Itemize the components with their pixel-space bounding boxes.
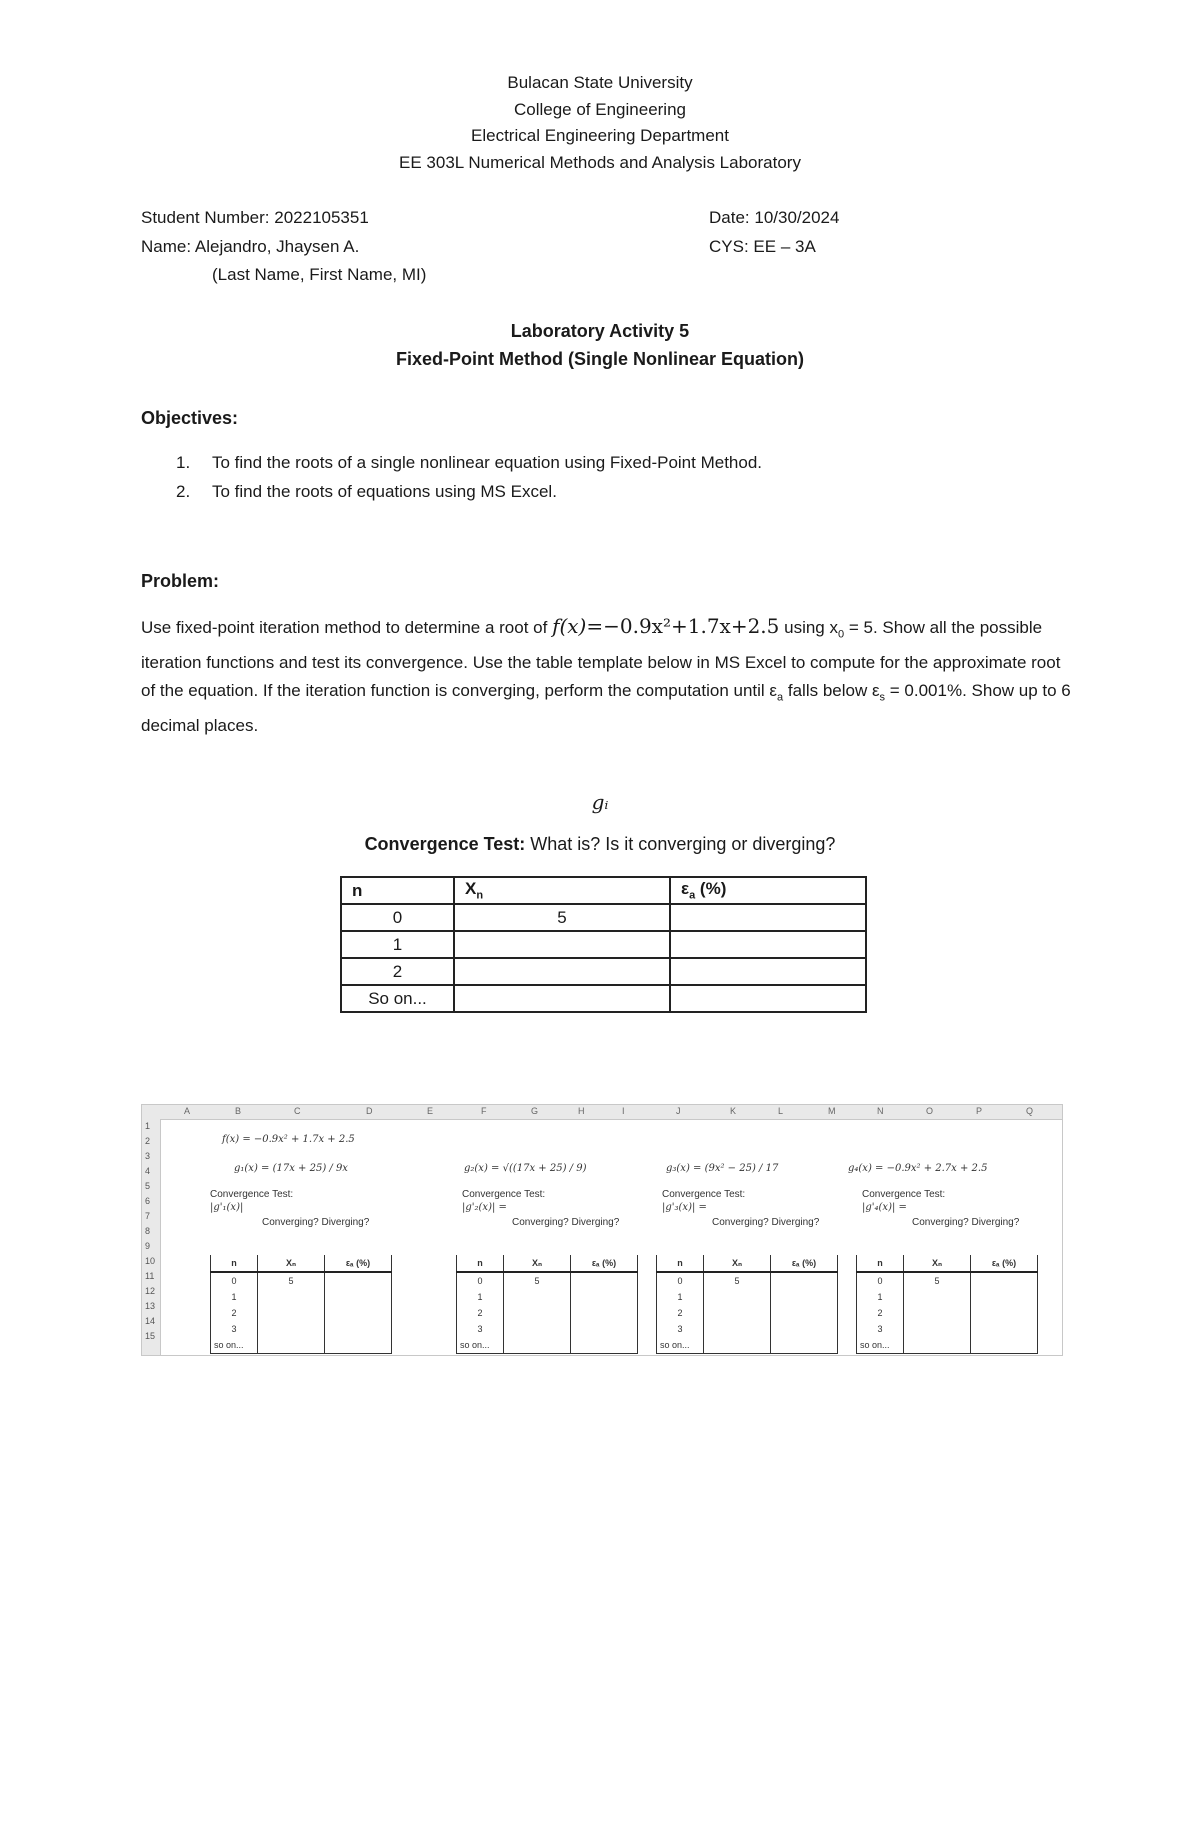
mini-header: n — [657, 1255, 704, 1272]
mini-cell — [258, 1337, 325, 1354]
col-header: N — [877, 1106, 884, 1116]
cell-n: 2 — [341, 958, 454, 985]
problem-text-post2: falls below ε — [783, 681, 880, 701]
header-n — [341, 877, 454, 904]
sheet-g4-equation: g₄(x) = −0.9x² + 2.7x + 2.5 — [848, 1163, 988, 1174]
row-header: 15 — [145, 1331, 156, 1341]
mini-cell — [771, 1337, 838, 1354]
mini-cell: 3 — [657, 1321, 704, 1337]
x0-subscript: 0 — [837, 628, 845, 641]
sheet-g2-equation: g₂(x) = √((17x + 25) / 9) — [464, 1163, 587, 1174]
cys-line — [709, 237, 816, 257]
excel-template-screenshot — [141, 1104, 1063, 1356]
activity-subtitle: Fixed-Point Method (Single Nonlinear Equation) — [396, 349, 804, 369]
row-header: 2 — [145, 1136, 151, 1146]
problem-text-post: = 5. Show all the possible iteration functions and test its convergence. Use the table template below in MS Excel to compute for the approximate root of the equation. If the iteration function is converging, perform the computation until ε — [141, 618, 1061, 701]
mini-cell: so on... — [211, 1337, 258, 1354]
header-ea-sub: a — [689, 889, 696, 902]
student-name-value: Alejandro, Jhaysen A. — [194, 237, 360, 256]
mini-header: n — [457, 1255, 504, 1272]
date-line — [709, 208, 839, 228]
sheet-column-header-bar — [142, 1105, 1062, 1120]
mini-cell: 5 — [704, 1272, 771, 1289]
table-header-row — [341, 877, 866, 904]
mini-cell: 1 — [457, 1289, 504, 1305]
sheet-derivative: |g'₁(x)| — [210, 1202, 244, 1213]
mini-cell: 1 — [657, 1289, 704, 1305]
col-header: G — [531, 1106, 539, 1116]
row-header: 6 — [145, 1196, 151, 1206]
col-header: D — [366, 1106, 373, 1116]
mini-cell — [971, 1272, 1038, 1289]
header-ea-suffix: (%) — [695, 879, 727, 899]
sheet-mini-table-1 — [210, 1255, 392, 1354]
mini-cell — [258, 1289, 325, 1305]
sheet-status: Converging? Diverging? — [712, 1217, 820, 1228]
mini-cell — [258, 1305, 325, 1321]
cell-xn — [454, 931, 670, 958]
objectives-heading: Objectives: — [141, 408, 239, 428]
objective-text: To find the roots of a single nonlinear equation using Fixed-Point Method. — [212, 453, 763, 472]
mini-cell: 5 — [258, 1272, 325, 1289]
mini-cell — [571, 1337, 638, 1354]
table-row — [341, 958, 866, 985]
mini-cell — [325, 1305, 392, 1321]
col-header: K — [730, 1106, 737, 1116]
cell-ea — [670, 904, 866, 931]
mini-cell: 2 — [857, 1305, 904, 1321]
header-n-text: n — [352, 880, 363, 900]
col-header: F — [481, 1106, 487, 1116]
mini-cell: 2 — [657, 1305, 704, 1321]
mini-cell — [504, 1337, 571, 1354]
mini-cell — [704, 1289, 771, 1305]
mini-cell: 2 — [457, 1305, 504, 1321]
equation-f: f — [552, 614, 560, 638]
cell-n: 0 — [341, 904, 454, 931]
mini-cell: so on... — [457, 1337, 504, 1354]
sheet-convergence-label: Convergence Test: — [462, 1189, 546, 1200]
col-header: B — [235, 1106, 242, 1116]
mini-cell — [571, 1321, 638, 1337]
mini-cell: 3 — [457, 1321, 504, 1337]
mini-cell — [571, 1305, 638, 1321]
mini-cell: 5 — [504, 1272, 571, 1289]
cell-ea — [670, 985, 866, 1012]
row-header: 12 — [145, 1286, 156, 1296]
mini-cell — [904, 1289, 971, 1305]
sheet-convergence-label: Convergence Test: — [862, 1189, 946, 1200]
mini-cell: 0 — [211, 1272, 258, 1289]
mini-cell: 1 — [857, 1289, 904, 1305]
objective-item — [176, 453, 762, 473]
cell-xn — [454, 958, 670, 985]
mini-header: Xₙ — [504, 1255, 571, 1272]
mini-cell: 3 — [211, 1321, 258, 1337]
row-header: 10 — [145, 1256, 156, 1266]
header-xn — [454, 877, 670, 904]
sheet-convergence-label: Convergence Test: — [662, 1189, 746, 1200]
cell-ea — [670, 958, 866, 985]
course-title: EE 303L Numerical Methods and Analysis Laboratory — [399, 153, 801, 172]
date-label: Date: — [709, 208, 750, 227]
mini-cell — [504, 1305, 571, 1321]
department-name: Electrical Engineering Department — [471, 126, 729, 145]
cell-xn — [454, 985, 670, 1012]
mini-cell — [771, 1289, 838, 1305]
objective-number: 1. — [176, 453, 191, 472]
equation-paren: (x) — [559, 614, 587, 638]
sheet-mini-table-4 — [856, 1255, 1038, 1354]
header-xn-sub: n — [476, 889, 484, 902]
mini-header: εₐ (%) — [571, 1255, 638, 1272]
col-header: C — [294, 1106, 301, 1116]
mini-cell — [571, 1272, 638, 1289]
sheet-status: Converging? Diverging? — [912, 1217, 1020, 1228]
row-header: 11 — [145, 1271, 155, 1281]
col-header: M — [828, 1106, 836, 1116]
mini-cell — [704, 1321, 771, 1337]
row-header: 13 — [145, 1301, 156, 1311]
mini-cell — [704, 1305, 771, 1321]
mini-header: εₐ (%) — [325, 1255, 392, 1272]
col-header: J — [676, 1106, 681, 1116]
table-row — [341, 904, 866, 931]
header-ea-text: ε — [681, 879, 690, 899]
mini-header: εₐ (%) — [971, 1255, 1038, 1272]
sheet-status: Converging? Diverging? — [512, 1217, 620, 1228]
row-header: 3 — [145, 1151, 151, 1161]
sheet-row-header-bar — [142, 1119, 161, 1355]
objective-item — [176, 482, 557, 502]
cell-xn: 5 — [454, 904, 670, 931]
mini-cell — [904, 1337, 971, 1354]
mini-header: Xₙ — [704, 1255, 771, 1272]
mini-cell: 0 — [457, 1272, 504, 1289]
row-header: 5 — [145, 1181, 151, 1191]
mini-cell: 1 — [211, 1289, 258, 1305]
mini-cell — [504, 1289, 571, 1305]
student-name-hint: (Last Name, First Name, MI) — [212, 265, 427, 284]
table-row — [341, 985, 866, 1012]
mini-cell — [971, 1289, 1038, 1305]
problem-text-end: = 0.001%. Show up to 6 decimal places. — [141, 681, 1071, 736]
sheet-derivative: |g'₂(x)| = — [462, 1202, 507, 1213]
col-header: Q — [1026, 1106, 1034, 1116]
mini-cell — [504, 1321, 571, 1337]
g-i-symbol: gᵢ — [591, 790, 609, 814]
mini-cell — [771, 1321, 838, 1337]
col-header: L — [778, 1106, 784, 1116]
objective-number: 2. — [176, 482, 191, 501]
col-header: I — [622, 1106, 625, 1116]
row-header: 1 — [145, 1121, 151, 1131]
mini-cell — [904, 1321, 971, 1337]
convergence-label: Convergence Test: — [364, 834, 526, 854]
mini-cell — [971, 1321, 1038, 1337]
eps-s-subscript: s — [879, 691, 886, 704]
col-header: H — [578, 1106, 585, 1116]
mini-cell: 3 — [857, 1321, 904, 1337]
sheet-g3-equation: g₃(x) = (9x² − 25) / 17 — [666, 1163, 779, 1174]
col-header: O — [926, 1106, 934, 1116]
sheet-fx-equation: f(x) = −0.9x² + 1.7x + 2.5 — [222, 1134, 355, 1145]
sheet-status: Converging? Diverging? — [262, 1217, 370, 1228]
row-header: 7 — [145, 1211, 151, 1221]
objective-text: To find the roots of equations using MS Excel. — [212, 482, 557, 501]
mini-cell: so on... — [657, 1337, 704, 1354]
mini-cell — [704, 1337, 771, 1354]
mini-header: Xₙ — [258, 1255, 325, 1272]
mini-cell — [325, 1337, 392, 1354]
iteration-template-table — [340, 876, 867, 1013]
mini-cell: 0 — [657, 1272, 704, 1289]
mini-cell — [771, 1272, 838, 1289]
mini-cell: 5 — [904, 1272, 971, 1289]
activity-title: Laboratory Activity 5 — [510, 321, 690, 341]
col-header: A — [184, 1106, 191, 1116]
mini-cell: so on... — [857, 1337, 904, 1354]
college-name: College of Engineering — [513, 100, 686, 119]
sheet-mini-table-3 — [656, 1255, 838, 1354]
mini-cell — [904, 1305, 971, 1321]
mini-cell — [325, 1272, 392, 1289]
col-header: E — [427, 1106, 434, 1116]
row-header: 4 — [145, 1166, 151, 1176]
mini-cell — [971, 1305, 1038, 1321]
row-header: 8 — [145, 1226, 151, 1236]
mini-header: εₐ (%) — [771, 1255, 838, 1272]
problem-heading: Problem: — [141, 571, 220, 591]
university-name: Bulacan State University — [507, 73, 693, 92]
problem-text-pre: Use fixed-point iteration method to determine a root of — [141, 618, 553, 637]
sheet-mini-table-2 — [456, 1255, 638, 1354]
date-value: 10/30/2024 — [754, 208, 840, 227]
problem-text — [141, 612, 1071, 741]
cys-value: EE – 3A — [753, 237, 816, 256]
mini-header: n — [857, 1255, 904, 1272]
student-name-label: Name: — [141, 237, 192, 256]
mini-cell: 0 — [857, 1272, 904, 1289]
row-header: 9 — [145, 1241, 151, 1251]
mini-cell — [771, 1305, 838, 1321]
cell-n: So on... — [341, 985, 454, 1012]
student-name-line — [141, 237, 359, 257]
header-xn-text: X — [465, 879, 477, 899]
table-row — [341, 931, 866, 958]
mini-cell — [325, 1321, 392, 1337]
sheet-derivative: |g'₄(x)| = — [862, 1202, 907, 1213]
cys-label: CYS: — [709, 237, 749, 256]
mini-header: Xₙ — [904, 1255, 971, 1272]
mini-cell — [258, 1321, 325, 1337]
col-header: P — [976, 1106, 983, 1116]
sheet-derivative: |g'₃(x)| = — [662, 1202, 707, 1213]
student-number-label: Student Number: — [141, 208, 270, 227]
eps-a-subscript: a — [777, 691, 784, 704]
sheet-g1-equation: g₁(x) = (17x + 25) / 9x — [234, 1163, 348, 1174]
mini-header: n — [211, 1255, 258, 1272]
mini-cell — [571, 1289, 638, 1305]
student-number-line — [141, 208, 369, 228]
convergence-line — [0, 834, 1200, 855]
convergence-question: What is? Is it converging or diverging? — [525, 834, 836, 854]
mini-cell — [325, 1289, 392, 1305]
mini-cell: 2 — [211, 1305, 258, 1321]
student-number-value: 2022105351 — [274, 208, 369, 227]
header-ea — [670, 877, 866, 904]
equation-rhs: =−0.9x²+1.7x+2.5 — [586, 614, 780, 638]
row-header: 14 — [145, 1316, 156, 1326]
problem-x0-text: using x — [779, 618, 838, 637]
cell-n: 1 — [341, 931, 454, 958]
cell-ea — [670, 931, 866, 958]
mini-cell — [971, 1337, 1038, 1354]
sheet-convergence-label: Convergence Test: — [210, 1189, 294, 1200]
